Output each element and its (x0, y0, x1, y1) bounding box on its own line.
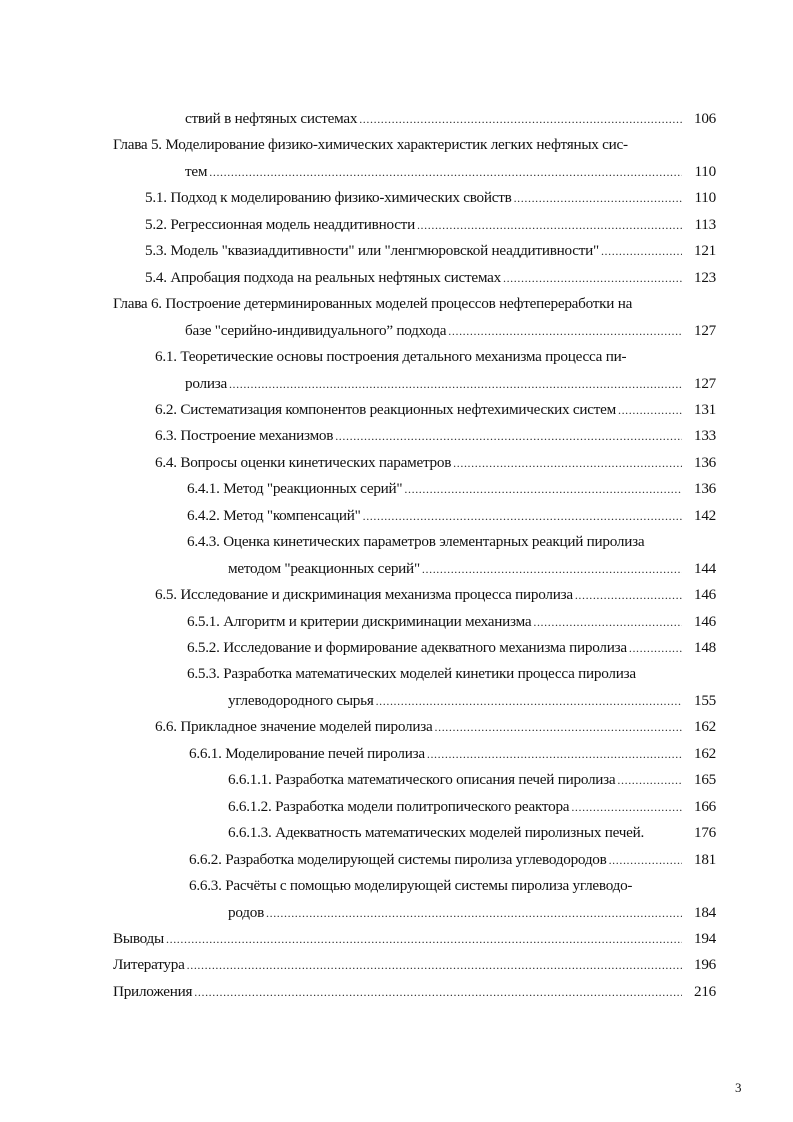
toc-entry (187, 665, 676, 689)
toc-entry-page: 110 (694, 189, 716, 207)
toc-entry (155, 586, 716, 610)
toc-entry (155, 454, 716, 478)
dot-leader (609, 853, 682, 868)
toc-entry (189, 745, 716, 769)
toc-entry-page: 144 (693, 559, 716, 577)
toc-entry-title: 6.6.1.1. Разработка математического описания печей пиролиза (228, 771, 616, 789)
toc-entry-title: Приложения (113, 982, 193, 1000)
dot-leader (427, 747, 682, 762)
toc-entry (113, 983, 716, 1007)
toc-entry (185, 110, 716, 134)
toc-entry-page: 110 (694, 162, 716, 180)
toc-entry-page: 136 (693, 480, 716, 498)
toc-entry-title: Литература (113, 956, 185, 974)
toc-entry-title: 6.4.1. Метод "реакционных серий" (187, 480, 403, 498)
toc-entry (155, 427, 716, 451)
toc-entry-title: 6.5.2. Исследование и формирование адекватного механизма пиролиза (187, 639, 627, 656)
toc-entry (228, 904, 716, 928)
toc-entry (145, 269, 716, 293)
toc-entry (228, 560, 716, 584)
dot-leader (417, 218, 682, 233)
toc-entry (185, 375, 716, 399)
toc-entry-title: углеводородного сырья (228, 691, 374, 709)
toc-entry-title: 6.4.3. Оценка кинетических параметров элементарных реакций пиролиза (187, 533, 645, 551)
toc-entry (189, 877, 676, 901)
toc-entry-title: методом "реакционных серий" (228, 559, 420, 577)
toc-entry-page: 196 (693, 956, 716, 974)
dot-leader (629, 641, 682, 656)
toc-entry-page: 194 (693, 929, 716, 947)
dot-leader (618, 403, 682, 418)
toc-entry (187, 533, 676, 557)
toc-entry-title: 6.4. Вопросы оценки кинетических параметров (155, 453, 452, 471)
toc-entry-page: 127 (693, 321, 716, 339)
toc-entry-title: 6.6.1.2. Разработка модели политропического реактора (228, 797, 570, 815)
dot-leader (422, 562, 682, 577)
dot-leader (209, 165, 682, 180)
toc-entry-title: 6.1. Теоретические основы построения детального механизма процесса пи- (155, 348, 627, 366)
toc-entry (228, 798, 716, 822)
toc-entry-page: 166 (693, 797, 716, 815)
toc-entry-title: родов (228, 903, 264, 921)
toc-entry-page: 127 (693, 374, 716, 392)
toc-entry-title: 6.6.3. Расчёты с помощью моделирующей системы пиролиза углеводо- (189, 877, 633, 895)
toc-entry (185, 163, 716, 187)
dot-leader (359, 112, 682, 127)
dot-leader (503, 271, 682, 286)
toc-entry-page: 184 (693, 903, 716, 921)
dot-leader (448, 324, 682, 339)
toc-entry-title: 6.3. Построение механизмов (155, 427, 334, 445)
dot-leader (363, 509, 682, 524)
toc-entry (228, 692, 716, 716)
toc-entry (187, 507, 716, 531)
toc-entry-title: 6.5. Исследование и дискриминация механизма процесса пиролиза (155, 586, 573, 604)
toc-entry-page: 133 (693, 427, 716, 445)
toc-entry-title: Глава 5. Моделирование физико-химических характеристик легких нефтяных сис- (113, 136, 628, 154)
toc-entry-title: Глава 6. Построение детерминированных моделей процессов нефтепереработки на (113, 295, 633, 313)
toc-entry-title: 6.6.1. Моделирование печей пиролиза (189, 744, 425, 762)
dot-leader (229, 377, 682, 392)
toc-entry-title: базе "серийно-индивидуального” подхода (185, 321, 447, 339)
toc-entry-page: 146 (693, 586, 716, 604)
toc-entry-title: ролиза (185, 374, 227, 392)
toc-entry-page: 113 (694, 215, 716, 233)
dot-leader (335, 429, 682, 444)
toc-entry-page: 216 (693, 982, 716, 1000)
toc-entry-page: 131 (693, 400, 716, 418)
toc-entry-page: 136 (693, 453, 716, 471)
toc-entry-title: Выводы (113, 929, 164, 947)
toc-entry-page: 155 (693, 691, 716, 709)
toc-entry-title: 5.4. Апробация подхода на реальных нефтяных системах (145, 268, 501, 286)
dot-leader (617, 773, 682, 788)
page-number: 3 (735, 1080, 742, 1095)
toc-entry-title: 6.5.1. Алгоритм и критерии дискриминации механизма (187, 612, 532, 630)
toc-entry-page: 165 (693, 771, 716, 789)
toc-entry-page: 162 (693, 744, 716, 762)
toc-entry-title: 5.1. Подход к моделированию физико-химических свойств (145, 189, 512, 207)
toc-entry-title: 6.2. Систематизация компонентов реакционных нефтехимических систем (155, 400, 616, 418)
toc-entry-page: 142 (693, 506, 716, 524)
dot-leader (571, 800, 682, 815)
toc-entry (185, 322, 716, 346)
toc-entry (228, 824, 716, 848)
toc-entry-page: 176 (693, 824, 716, 842)
toc-entry-title: 6.6.1.3. Адекватность математических моделей пиролизных печей. (228, 824, 645, 842)
dot-leader (187, 958, 682, 973)
toc-entry-page: 106 (693, 110, 716, 127)
toc-entry (145, 242, 716, 266)
toc-entry-page: 162 (693, 718, 716, 736)
dot-leader (266, 906, 682, 921)
toc-entry-title: 6.5.3. Разработка математических моделей кинетики процесса пиролиза (187, 665, 636, 683)
dot-leader (194, 985, 682, 1000)
toc-entry-title: 6.6.2. Разработка моделирующей системы пиролиза углеводородов (189, 850, 607, 868)
toc-entry-page: 181 (693, 850, 716, 868)
toc-entry-title: тем (185, 162, 208, 180)
toc-entry-page: 146 (693, 612, 716, 630)
toc-entry (187, 613, 716, 637)
toc-entry (187, 639, 716, 663)
dot-leader (404, 482, 682, 497)
toc-entry-page: 148 (693, 639, 716, 656)
toc-entry (155, 401, 716, 425)
toc-entry (113, 930, 716, 954)
dot-leader (435, 720, 683, 735)
toc-entry (155, 348, 676, 372)
toc-entry-title: 6.6. Прикладное значение моделей пиролиза (155, 718, 433, 736)
dot-leader (533, 615, 682, 630)
toc-entry-title: 6.4.2. Метод "компенсаций" (187, 506, 361, 524)
toc-entry (145, 216, 716, 240)
toc-entry (113, 956, 716, 980)
toc-entry (113, 295, 676, 319)
toc-entry-title: 5.2. Регрессионная модель неаддитивности (145, 215, 415, 233)
toc-entry-title: 5.3. Модель "квазиаддитивности" или "ленгмюровской неаддитивности" (145, 242, 599, 260)
toc-entry-title: ствий в нефтяных системах (185, 110, 358, 127)
dot-leader (514, 191, 682, 206)
dot-leader (166, 932, 682, 947)
dot-leader (601, 244, 682, 259)
toc-entry (113, 136, 676, 160)
toc-entry (145, 189, 716, 213)
toc-entry-page: 121 (693, 242, 716, 260)
dot-leader (376, 694, 682, 709)
toc-entry (187, 480, 716, 504)
toc-entry (228, 771, 716, 795)
dot-leader (453, 456, 682, 471)
dot-leader (575, 588, 682, 603)
toc-entry (189, 851, 716, 875)
toc-entry-page: 123 (693, 268, 716, 286)
toc-entry (155, 718, 716, 742)
